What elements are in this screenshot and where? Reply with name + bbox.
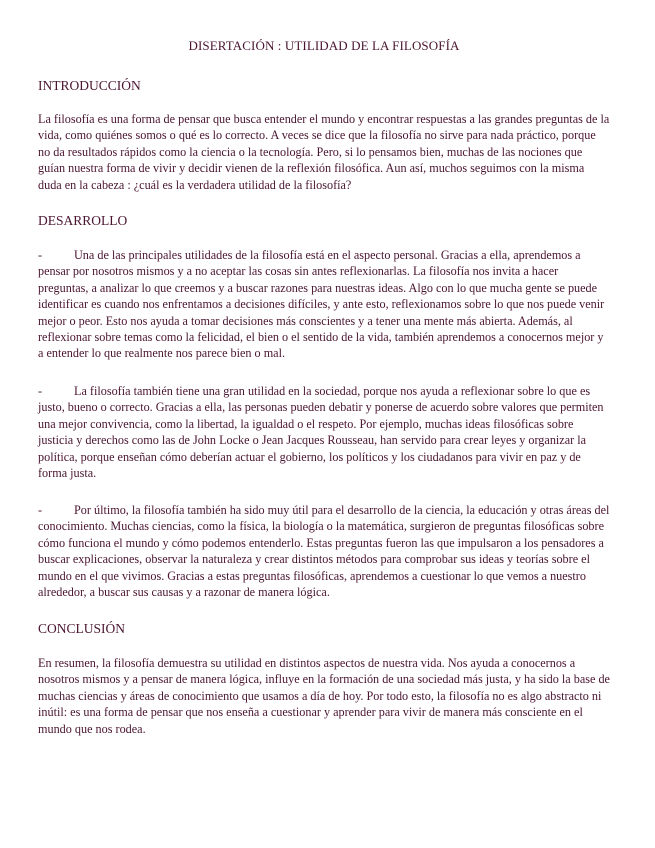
paragraph-conclusion: En resumen, la filosofía demuestra su utilidad en distintos aspectos de nuestra vida. Nos ayuda a conocernos a nosotros mismos y a pensar de manera lógica, influye en la formación de una sociedad más justa, y ha sido la base de muchas ciencias y áreas de conocimiento que usamos a día de hoy. Por todo esto, la filosofía no es algo abstracto ni inútil: es una forma de pensar que nos enseña a cuestionar y aprender para vivir de manera más consciente en el mundo que nos rodea. <box>38 656 610 736</box>
heading-introduccion: INTRODUCCIÓN <box>38 78 141 93</box>
heading-desarrollo: DESARROLLO <box>38 213 128 228</box>
desarrollo-point-text: Por último, la filosofía también ha sido muy útil para el desarrollo de la ciencia, la educación y otras áreas del conocimiento. Muchas ciencias, como la física, la biología o la matemática, surgieron de preguntas filosóficas sobre cómo funciona el mundo y cómo podemos entenderlo. Estas preguntas fueron las que impulsaron a los pensadores a buscar explicaciones, observar la naturaleza y crear distintos métodos para comprobar sus ideas y teorías sobre el mundo en el que vivimos. Gracias a estas preguntas filosóficas, aprendemos a cuestionar lo que vemos a nuestro alrededor, a buscar sus causas y a razonar de manera lógica. <box>38 503 610 600</box>
bullet-dash: - <box>38 503 43 517</box>
bullet-dash: - <box>38 248 43 262</box>
document-title: DISERTACIÓN : UTILIDAD DE LA FILOSOFÍA <box>188 38 460 53</box>
heading-conclusion: CONCLUSIÓN <box>38 621 126 636</box>
desarrollo-point-3 <box>38 502 610 600</box>
desarrollo-point-1 <box>38 247 610 362</box>
desarrollo-point-2 <box>38 383 610 481</box>
desarrollo-point-text: Una de las principales utilidades de la filosofía está en el aspecto personal. Gracias a ella, aprendemos a pensar por nosotros mismos y a no aceptar las cosas sin antes reflexionarlas. La filosofía nos invita a hacer preguntas, a analizar lo que creemos y a buscar razones para nuestras ideas. Algo con lo que mucha gente se puede identificar es cuando nos enfrentamos a decisiones difíciles, y ante esto, reflexionamos sobre lo que nos puede venir mejor o peor. Esto nos ayuda a tomar decisiones más conscientes y a tener una mente más abierta. Además, al reflexionar sobre temas como la felicidad, el bien o el sentido de la vida, también aprendemos a conocernos mejor y a entender lo que realmente nos parece bien o mal. <box>38 248 605 361</box>
desarrollo-point-text: La filosofía también tiene una gran utilidad en la sociedad, porque nos ayuda a reflexionar sobre lo que es justo, bueno o correcto. Gracias a ella, las personas pueden debatir y ponerse de acuerdo sobre valores que permiten una mejor convivencia, como la libertad, la igualdad o el respeto. Por ejemplo, muchas ideas filosóficas sobre justicia y derechos como las de John Locke o Jean Jacques Rousseau, han servido para crear leyes y organizar la política, porque enseñan cómo deberían actuar el gobierno, los políticos y los ciudadanos para vivir en paz y de forma justa. <box>38 384 604 481</box>
bullet-dash: - <box>38 384 43 398</box>
paragraph-introduccion: La filosofía es una forma de pensar que busca entender el mundo y encontrar respuestas a las grandes preguntas de la vida, como quiénes somos o qué es lo correcto. A veces se dice que la filosofía no sirve para nada práctico, porque no da resultados rápidos como la ciencia o la tecnología. Pero, si lo pensamos bien, muchas de las nociones que guían nuestra forma de vivir y decidir vienen de la reflexión filosófica. Aun así, muchos seguimos con la misma duda en la cabeza : ¿cuál es la verdadera utilidad de la filosofía? <box>38 112 610 192</box>
